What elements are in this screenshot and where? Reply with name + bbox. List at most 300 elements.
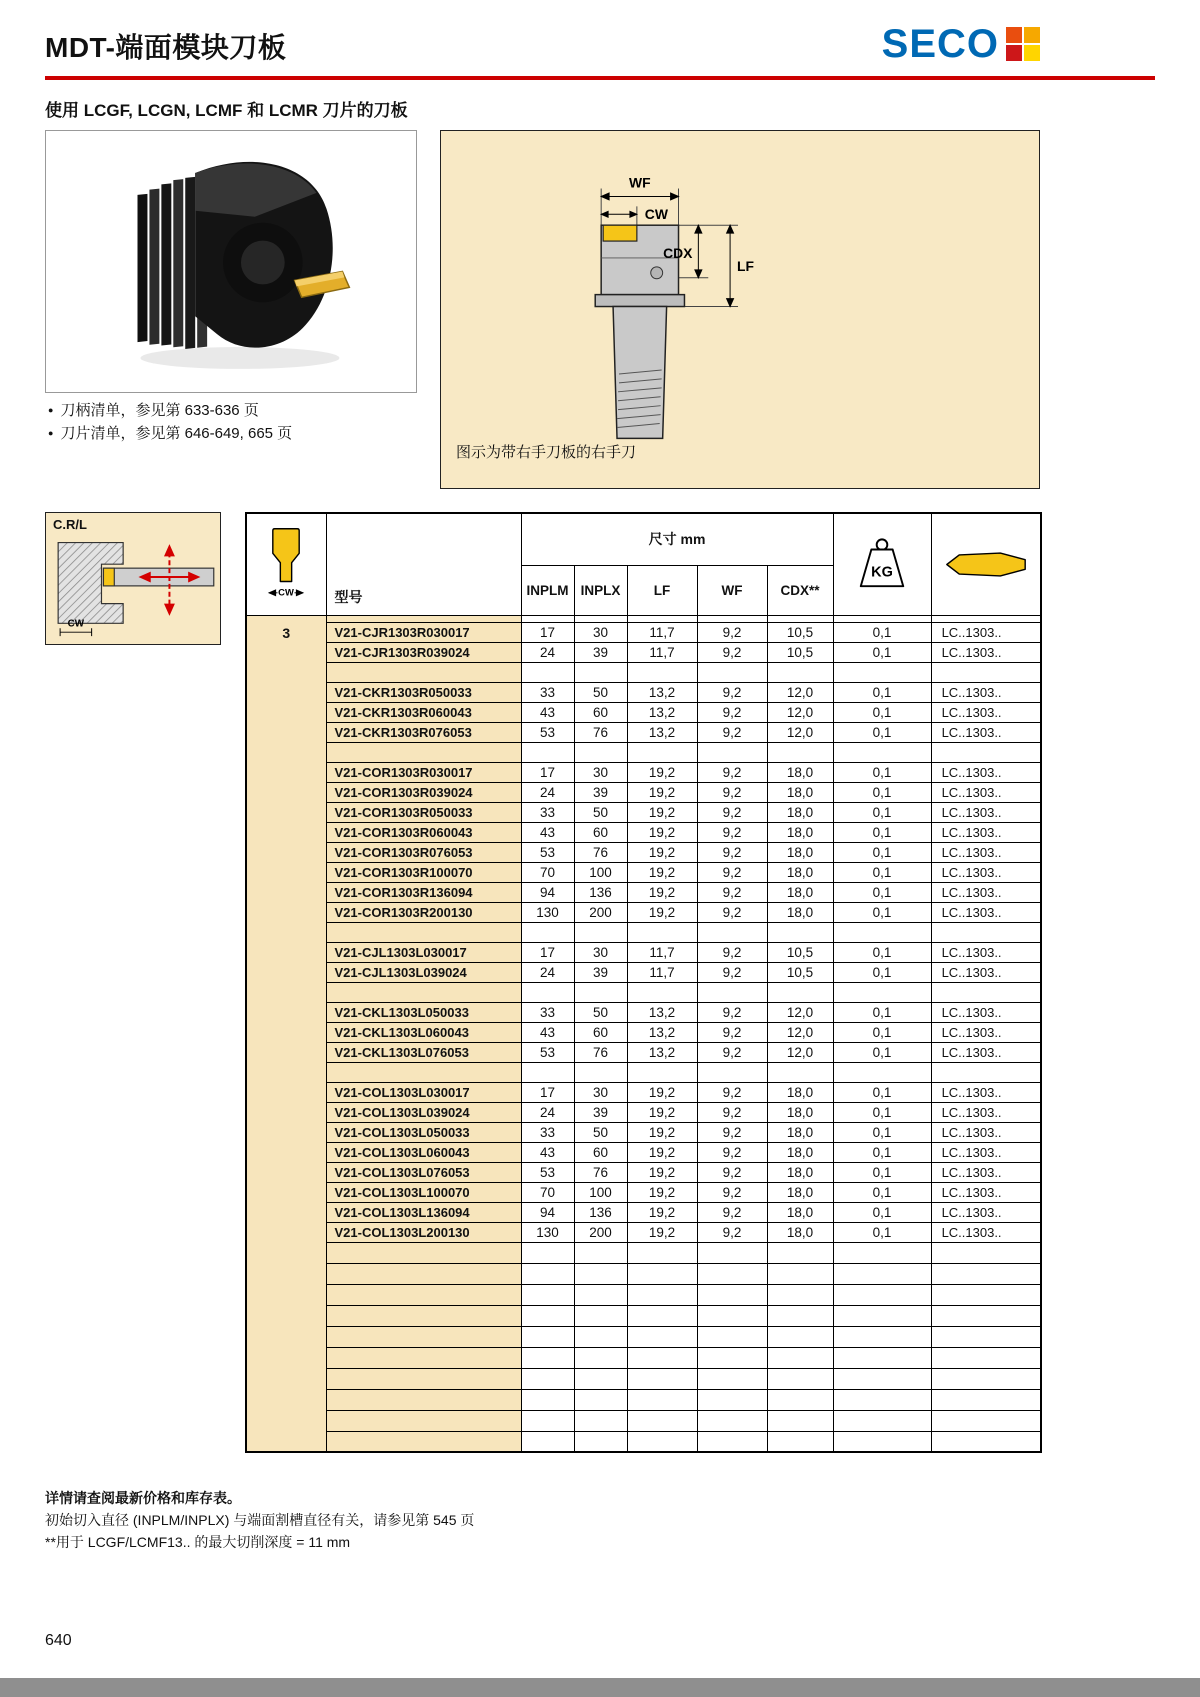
value-cell: 43 [521,1142,574,1162]
blank-cell [521,742,574,762]
value-cell: 76 [574,1162,627,1182]
value-cell: 18,0 [767,762,833,782]
table-body [246,615,1041,1452]
table-row [246,1122,1041,1142]
diagram-caption: 图示为带右手刀板的右手刀 [456,444,637,461]
blank-cell [326,1062,521,1082]
table-row [246,1182,1041,1202]
blank-cell [931,922,1041,942]
value-cell: 13,2 [627,1042,697,1062]
blank-cell [931,1347,1041,1368]
blank-cell [767,1368,833,1389]
value-cell: 53 [521,842,574,862]
blank-cell [697,662,767,682]
value-cell: 18,0 [767,882,833,902]
model-number: V21-CJL1303L030017 [326,942,521,962]
blank-cell [931,1284,1041,1305]
blank-cell [697,1242,767,1263]
blank-cell [833,1410,931,1431]
seat-size-cell [246,615,326,1452]
blank-cell [521,1062,574,1082]
value-cell: LC..1303.. [931,862,1041,882]
blank-cell [627,1284,697,1305]
spacer-row [246,1368,1041,1389]
value-cell: 10,5 [767,622,833,642]
value-cell: 18,0 [767,1222,833,1242]
blank-cell [326,1326,521,1347]
table-row [246,942,1041,962]
value-cell: 0,1 [833,782,931,802]
table-row [246,1002,1041,1022]
blank-cell [627,1242,697,1263]
value-cell: LC..1303.. [931,802,1041,822]
value-cell: 9,2 [697,1162,767,1182]
value-cell: 50 [574,802,627,822]
note-line-2: 初始切入直径 (INPLM/INPLX) 与端面割槽直径有关，请参见第 545 页 [45,1512,475,1528]
value-cell: 11,7 [627,962,697,982]
note-line-1: 详情请查阅最新价格和库存表。 [45,1490,241,1506]
seco-logo-icon [1006,27,1040,61]
value-cell: 24 [521,782,574,802]
value-cell: 19,2 [627,782,697,802]
blank-cell [697,1431,767,1452]
value-cell: LC..1303.. [931,942,1041,962]
reference-text: 刀片清单，参见第 646-649, 665 页 [60,425,293,442]
blank-cell [697,742,767,762]
blank-cell [627,1326,697,1347]
value-cell: 9,2 [697,1082,767,1102]
value-cell: 53 [521,1042,574,1062]
table-row [246,1222,1041,1242]
value-cell: 12,0 [767,682,833,702]
model-number: V21-CKR1303R060043 [326,702,521,722]
bullet-icon: ● [48,428,54,438]
value-cell: 19,2 [627,882,697,902]
value-cell: 17 [521,942,574,962]
cw-dim-label: CW [278,586,295,598]
value-cell: 0,1 [833,942,931,962]
blank-cell [931,982,1041,1002]
value-cell: 9,2 [697,1102,767,1122]
table-row [246,682,1041,702]
value-cell: LC..1303.. [931,682,1041,702]
blank-cell [627,662,697,682]
blank-cell [833,982,931,1002]
value-cell: 136 [574,1202,627,1222]
value-cell: 17 [521,762,574,782]
value-cell: 53 [521,1162,574,1182]
spacer-row [246,662,1041,682]
value-cell: 9,2 [697,882,767,902]
value-cell: 100 [574,862,627,882]
blank-cell [627,1368,697,1389]
blank-cell [326,922,521,942]
value-cell: LC..1303.. [931,1102,1041,1122]
feed-direction-arrows [141,546,198,613]
blank-cell [767,1389,833,1410]
value-cell: 19,2 [627,762,697,782]
blank-cell [931,1263,1041,1284]
value-cell: 33 [521,682,574,702]
value-cell: 18,0 [767,902,833,922]
value-cell: 30 [574,622,627,642]
value-cell: 0,1 [833,642,931,662]
value-cell: LC..1303.. [931,642,1041,662]
value-cell: 9,2 [697,902,767,922]
value-cell: 0,1 [833,1122,931,1142]
value-cell: 19,2 [627,802,697,822]
model-number: V21-COL1303L100070 [326,1182,521,1202]
product-photo [45,130,417,393]
blank-cell [697,615,767,622]
value-cell: 12,0 [767,1042,833,1062]
product-table-wrap [245,512,1042,1453]
blank-cell [627,1389,697,1410]
blank-cell [767,1305,833,1326]
value-cell: 13,2 [627,682,697,702]
value-cell: 18,0 [767,1082,833,1102]
value-cell: 12,0 [767,722,833,742]
blank-cell [833,1347,931,1368]
value-cell: 9,2 [697,1222,767,1242]
reference-text: 刀柄清单，参见第 633-636 页 [60,402,259,419]
blank-cell [574,615,627,622]
value-cell: 17 [521,1082,574,1102]
value-cell: 30 [574,762,627,782]
blank-cell [574,1305,627,1326]
blank-cell [767,1263,833,1284]
footer-notes [45,1487,474,1553]
model-number: V21-CKR1303R076053 [326,722,521,742]
value-cell: LC..1303.. [931,1082,1041,1102]
value-cell: 30 [574,1082,627,1102]
blank-cell [521,1368,574,1389]
blank-cell [833,1263,931,1284]
value-cell: 18,0 [767,822,833,842]
value-cell: 0,1 [833,1102,931,1122]
value-cell: LC..1303.. [931,1002,1041,1022]
value-cell: LC..1303.. [931,822,1041,842]
value-cell: 19,2 [627,902,697,922]
blank-cell [931,1389,1041,1410]
blank-cell [574,1410,627,1431]
blank-cell [521,1347,574,1368]
blank-cell [627,1263,697,1284]
blank-cell [521,1410,574,1431]
value-cell: 130 [521,902,574,922]
lf-label: LF [737,257,754,274]
value-cell: 18,0 [767,1122,833,1142]
value-cell: 9,2 [697,842,767,862]
value-cell: 19,2 [627,1202,697,1222]
value-cell: 9,2 [697,1202,767,1222]
value-cell: 43 [521,1022,574,1042]
blank-cell [521,1326,574,1347]
blank-cell [627,615,697,622]
value-cell: 50 [574,1002,627,1022]
blank-cell [833,742,931,762]
model-number: V21-CJR1303R030017 [326,622,521,642]
value-cell: 9,2 [697,622,767,642]
blank-cell [326,982,521,1002]
value-cell: 9,2 [697,722,767,742]
value-cell: 11,7 [627,642,697,662]
value-cell: 0,1 [833,882,931,902]
value-cell: 39 [574,962,627,982]
value-cell: 19,2 [627,1182,697,1202]
crl-drawing [46,513,220,644]
value-cell: LC..1303.. [931,702,1041,722]
spacer-row [246,1284,1041,1305]
value-cell: 24 [521,962,574,982]
blank-cell [767,742,833,762]
blank-cell [326,1284,521,1305]
value-cell: 0,1 [833,682,931,702]
blank-cell [931,1062,1041,1082]
insert-top-icon [943,550,1029,579]
model-number: V21-COR1303R100070 [326,862,521,882]
blank-cell [326,1431,521,1452]
value-cell: 9,2 [697,1182,767,1202]
table-row [246,822,1041,842]
blank-cell [326,1389,521,1410]
value-cell: LC..1303.. [931,1162,1041,1182]
model-number: V21-COR1303R039024 [326,782,521,802]
model-number: V21-CKL1303L060043 [326,1022,521,1042]
list-item [48,422,292,445]
spacer-row [246,1326,1041,1347]
model-number: V21-COL1303L136094 [326,1202,521,1222]
blank-cell [574,1368,627,1389]
value-cell: 18,0 [767,1202,833,1222]
value-cell: 43 [521,702,574,722]
value-cell: LC..1303.. [931,842,1041,862]
list-item [48,399,292,422]
table-row [246,902,1041,922]
spacer-row [246,1431,1041,1452]
weight-icon [848,536,916,592]
spacer-row [246,742,1041,762]
value-cell: 50 [574,682,627,702]
value-cell: 94 [521,1202,574,1222]
reference-list [48,399,292,445]
cdx-label: CDX [663,244,693,261]
value-cell: 70 [521,1182,574,1202]
model-number: V21-COR1303R030017 [326,762,521,782]
value-cell: 9,2 [697,942,767,962]
model-number: V21-CKL1303L076053 [326,1042,521,1062]
value-cell: 19,2 [627,1142,697,1162]
value-cell: 18,0 [767,1162,833,1182]
value-cell: 19,2 [627,1102,697,1122]
blank-cell [697,1368,767,1389]
blank-cell [627,982,697,1002]
blank-cell [931,1410,1041,1431]
blank-cell [521,1431,574,1452]
spacer-row [246,1263,1041,1284]
value-cell: 0,1 [833,802,931,822]
blank-cell [767,1284,833,1305]
blank-cell [767,1347,833,1368]
value-cell: 0,1 [833,1002,931,1022]
value-cell: 39 [574,782,627,802]
col-header-inplm: INPLM [521,565,574,615]
spacer-row [246,1389,1041,1410]
value-cell: 13,2 [627,1002,697,1022]
tool-photo-drawing [46,131,416,392]
value-cell: 17 [521,622,574,642]
value-cell: 13,2 [627,702,697,722]
dimensions-header: 尺寸 mm [521,513,833,565]
table-row [246,882,1041,902]
blank-cell [521,1263,574,1284]
value-cell: 9,2 [697,782,767,802]
value-cell: 12,0 [767,702,833,722]
note-line-3: **用于 LCGF/LCMF13.. 的最大切削深度 = 11 mm [45,1534,351,1550]
blank-cell [326,1368,521,1389]
blank-cell [574,1389,627,1410]
col-header-lf: LF [627,565,697,615]
value-cell: 10,5 [767,962,833,982]
spacer-row [246,922,1041,942]
blank-cell [627,742,697,762]
model-number: V21-COL1303L050033 [326,1122,521,1142]
value-cell: 0,1 [833,762,931,782]
value-cell: LC..1303.. [931,902,1041,922]
value-cell: LC..1303.. [931,1222,1041,1242]
value-cell: LC..1303.. [931,622,1041,642]
blank-cell [767,1326,833,1347]
value-cell: 9,2 [697,962,767,982]
value-cell: 18,0 [767,862,833,882]
value-cell: 12,0 [767,1002,833,1022]
model-number: V21-CKL1303L050033 [326,1002,521,1022]
spacer-row [246,1062,1041,1082]
value-cell: 13,2 [627,1022,697,1042]
model-column-header: 型号 [326,513,521,615]
blank-cell [574,1431,627,1452]
blank-cell [521,662,574,682]
blank-cell [326,1263,521,1284]
blank-cell [326,1242,521,1263]
spacer-row [246,1242,1041,1263]
spacer-row [246,1347,1041,1368]
value-cell: 0,1 [833,1202,931,1222]
crl-label: C.R/L [53,517,87,532]
value-cell: LC..1303.. [931,1202,1041,1222]
blank-cell [697,982,767,1002]
blank-cell [326,1347,521,1368]
col-header-wf: WF [697,565,767,615]
blank-cell [833,1368,931,1389]
value-cell: 18,0 [767,1142,833,1162]
blank-cell [627,922,697,942]
table-row [246,642,1041,662]
blank-cell [833,1431,931,1452]
section-subtitle: 使用 LCGF, LCGN, LCMF 和 LCMR 刀片的刀板 [45,101,408,120]
value-cell: 11,7 [627,622,697,642]
spacer-row [246,1410,1041,1431]
blank-cell [697,1062,767,1082]
blank-cell [627,1062,697,1082]
value-cell: 39 [574,642,627,662]
table-row [246,1162,1041,1182]
blank-cell [697,1347,767,1368]
table-row [246,862,1041,882]
seco-logo [878,24,1040,64]
blank-cell [521,1389,574,1410]
value-cell: 18,0 [767,802,833,822]
value-cell: 24 [521,1102,574,1122]
value-cell: 0,1 [833,1022,931,1042]
value-cell: 94 [521,882,574,902]
value-cell: 0,1 [833,702,931,722]
table-row [246,1022,1041,1042]
blank-cell [521,982,574,1002]
value-cell: 19,2 [627,1082,697,1102]
blank-cell [326,1305,521,1326]
blank-cell [627,1305,697,1326]
model-number: V21-COL1303L060043 [326,1142,521,1162]
value-cell: 100 [574,1182,627,1202]
value-cell: 33 [521,1002,574,1022]
value-cell: 50 [574,1122,627,1142]
blank-cell [931,1305,1041,1326]
table-row [246,1202,1041,1222]
value-cell: LC..1303.. [931,722,1041,742]
blank-cell [833,1305,931,1326]
model-number: V21-CJL1303L039024 [326,962,521,982]
value-cell: LC..1303.. [931,762,1041,782]
spacer-row [246,1305,1041,1326]
blank-cell [326,1410,521,1431]
blank-cell [767,1242,833,1263]
kg-label: KG [871,564,893,581]
model-number: V21-CKR1303R050033 [326,682,521,702]
crl-cw-label: CW [67,618,85,630]
tool-profile-drawing [441,131,1039,488]
blank-cell [521,1305,574,1326]
weight-column-header [833,513,931,615]
blank-cell [627,1410,697,1431]
value-cell: 53 [521,722,574,742]
blank-cell [627,1431,697,1452]
col-header-inplx: INPLX [574,565,627,615]
insert-front-header [246,513,326,615]
value-cell: 200 [574,1222,627,1242]
value-cell: 12,0 [767,1022,833,1042]
value-cell: 136 [574,882,627,902]
spacer-row [246,615,1041,622]
blank-cell [326,742,521,762]
value-cell: 9,2 [697,1002,767,1022]
blank-cell [931,742,1041,762]
value-cell: 18,0 [767,842,833,862]
blank-cell [833,1389,931,1410]
spacer-row [246,982,1041,1002]
blank-cell [833,922,931,942]
table-row [246,962,1041,982]
blank-cell [833,1062,931,1082]
blank-cell [697,1389,767,1410]
model-number: V21-COL1303L076053 [326,1162,521,1182]
value-cell: 60 [574,1142,627,1162]
value-cell: 76 [574,1042,627,1062]
blank-cell [931,1368,1041,1389]
value-cell: 19,2 [627,1222,697,1242]
table-row [246,782,1041,802]
blank-cell [574,1263,627,1284]
